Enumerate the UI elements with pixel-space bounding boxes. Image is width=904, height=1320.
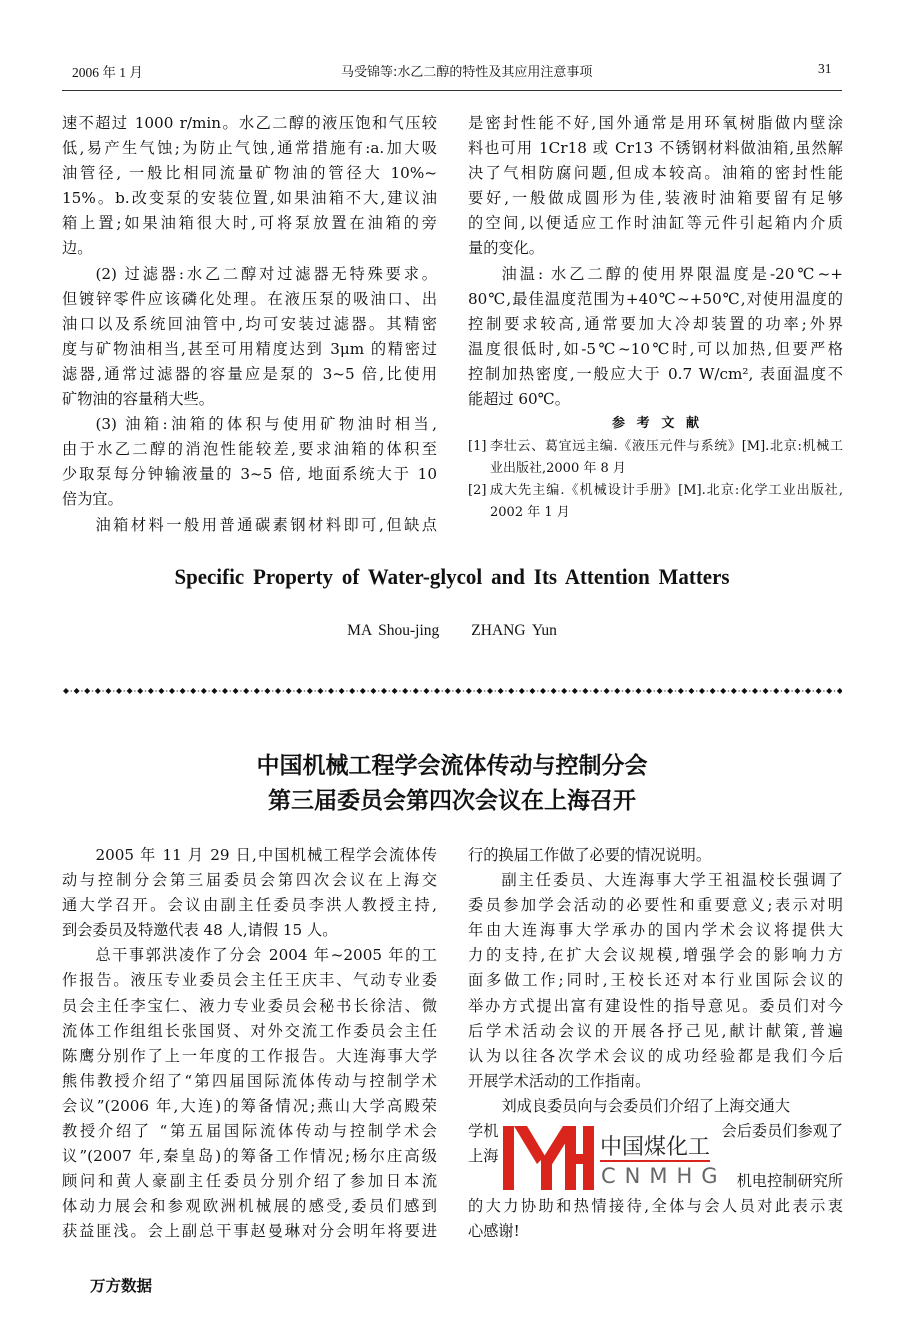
dotted-separator xyxy=(62,686,842,696)
text-line: 要好,一般做成圆形为佳,装液时油箱要留有足够 xyxy=(468,189,843,208)
page-number: 31 xyxy=(818,61,832,76)
separator-dot xyxy=(293,690,295,692)
separator-diamond xyxy=(455,688,461,694)
separator-dot xyxy=(781,690,783,692)
separator-dot xyxy=(484,690,486,692)
separator-diamond xyxy=(275,688,281,694)
separator-diamond xyxy=(243,688,249,694)
author: MA Shou-jing xyxy=(347,622,440,639)
separator-diamond xyxy=(731,688,737,694)
text-line: 少取泵每分钟输液量的 3~5 倍, 地面系统大于 10 xyxy=(62,465,437,484)
separator-diamond xyxy=(773,688,779,694)
separator-diamond xyxy=(688,688,694,694)
separator-dot xyxy=(452,690,454,692)
separator-diamond xyxy=(84,688,90,694)
text-line: 顾问和黄人豪副主任委员分别介绍了参加日本流 xyxy=(62,1172,437,1191)
watermark-logo xyxy=(503,1126,727,1194)
separator-dot xyxy=(420,690,422,692)
separator-diamond xyxy=(741,688,747,694)
separator-diamond xyxy=(360,688,366,694)
text-line: 陈鹰分别作了上一年度的工作报告。大连海事大学 xyxy=(62,1046,437,1065)
text-line: 温度很低时,如-5℃~10℃时,可以加热,但要严格 xyxy=(468,339,843,358)
separator-dot xyxy=(516,690,518,692)
text-line: 议”(2007 年,秦皇岛)的筹备工作情况;杨尔庄高级 xyxy=(62,1147,437,1166)
separator-diamond xyxy=(190,688,196,694)
separator-diamond xyxy=(339,688,345,694)
separator-dot xyxy=(325,690,327,692)
separator-diamond xyxy=(678,688,684,694)
text-line: 边。 xyxy=(62,239,93,258)
separator-diamond xyxy=(837,688,842,694)
separator-dot xyxy=(145,690,147,692)
separator-dot xyxy=(155,690,157,692)
separator-dot xyxy=(813,690,815,692)
separator-diamond xyxy=(127,688,133,694)
separator-dot xyxy=(505,690,507,692)
text-line: 控制要求较高,通常要加大冷却装置的功率;外界 xyxy=(468,314,843,333)
separator-diamond xyxy=(593,688,599,694)
separator-dot xyxy=(367,690,369,692)
text-line: 作报告。液压专业委员会主任王庆丰、气动专业委 xyxy=(62,971,437,990)
separator-dot xyxy=(632,690,634,692)
references-list xyxy=(468,436,843,524)
separator-dot xyxy=(431,690,433,692)
text-line: 力的支持,在扩大会议规模,增强学会的影响力方 xyxy=(468,946,843,965)
text-line: 后学术活动会议的开展各抒己见,献计献策,普遍 xyxy=(468,1021,843,1040)
separator-diamond xyxy=(720,688,726,694)
text-line: 80℃,最佳温度范围为+40℃~+50℃,对使用温度的 xyxy=(468,289,843,308)
text-line: 是密封性能不好,国外通常是用环氧树脂做内壁涂 xyxy=(468,114,843,132)
separator-dot xyxy=(166,690,168,692)
separator-dot xyxy=(707,690,709,692)
reference-item xyxy=(468,480,843,524)
separator-diamond xyxy=(466,688,472,694)
text-line: 熊伟教授介绍了“第四届国际流体传动与控制学术 xyxy=(62,1071,437,1090)
separator-diamond xyxy=(180,688,186,694)
separator-diamond xyxy=(508,688,514,694)
separator-dot xyxy=(548,690,550,692)
article2-title-line-1: 中国机械工程学会流体传动与控制分会 xyxy=(256,753,648,779)
separator-diamond xyxy=(699,688,705,694)
text-line: 年由大连海事大学承办的国内学术会议将提供大 xyxy=(468,921,843,940)
text-fragment: 机电控制研究所 xyxy=(736,1172,843,1191)
separator-dot xyxy=(463,690,465,692)
text-fragment: 会后委员们参观了 xyxy=(721,1122,843,1141)
reference-line: 业出版社,2000 年 8 月 xyxy=(490,461,626,477)
separator-dot xyxy=(770,690,772,692)
separator-diamond xyxy=(519,688,525,694)
text-line: 心感谢! xyxy=(468,1222,520,1241)
separator-dot xyxy=(399,690,401,692)
separator-dot xyxy=(675,690,677,692)
text-line: (2) 过滤器:水乙二醇对过滤器无特殊要求。 xyxy=(95,264,437,283)
separator-diamond xyxy=(264,688,270,694)
separator-dot xyxy=(558,690,560,692)
text-line: 料也可用 1Cr18 或 Cr13 不锈钢材料做油箱,虽然解 xyxy=(468,139,843,158)
separator-dot xyxy=(230,690,232,692)
separator-dot xyxy=(187,690,189,692)
separator-diamond xyxy=(254,688,260,694)
text-line: 低,易产生气蚀;为防止气蚀,通常措施有:a.加大吸 xyxy=(62,139,437,158)
separator-diamond xyxy=(148,688,154,694)
separator-diamond xyxy=(169,688,175,694)
separator-dot xyxy=(378,690,380,692)
separator-diamond xyxy=(317,688,323,694)
separator-dot xyxy=(304,690,306,692)
separator-diamond xyxy=(794,688,800,694)
separator-diamond xyxy=(116,688,122,694)
article2-left-column xyxy=(62,843,437,1245)
article1-left-column xyxy=(62,111,437,538)
text-line: 流体工作组组长张国贤、对外交流工作委员会主任 xyxy=(62,1021,437,1040)
references-heading: 参考文献 xyxy=(611,416,711,432)
text-line: 体动力展会和参观欧洲机械展的感受,委员们感到 xyxy=(62,1197,437,1216)
separator-diamond xyxy=(445,688,451,694)
separator-dot xyxy=(134,690,136,692)
watermark-en-text: CNMHG xyxy=(601,1164,727,1188)
separator-dot xyxy=(664,690,666,692)
text-line: 动与控制分会第三届委员会第四次会议在上海交 xyxy=(62,871,437,890)
separator-dot xyxy=(261,690,263,692)
text-line: 员会主任李宝仁、液力专业委员会秘书长徐洁、微 xyxy=(62,996,437,1015)
separator-dot xyxy=(823,690,825,692)
text-line: 油口以及系统回油管中,均可安装过滤器。其精密 xyxy=(62,314,437,333)
separator-diamond xyxy=(423,688,429,694)
separator-dot xyxy=(124,690,126,692)
separator-diamond xyxy=(201,688,207,694)
separator-dot xyxy=(283,690,285,692)
separator-diamond xyxy=(561,688,567,694)
separator-dot xyxy=(71,690,73,692)
separator-diamond xyxy=(233,688,239,694)
separator-diamond xyxy=(551,688,557,694)
text-line: 量的变化。 xyxy=(468,239,544,258)
separator-diamond xyxy=(582,688,588,694)
separator-diamond xyxy=(211,688,217,694)
separator-dot xyxy=(834,690,836,692)
separator-dot xyxy=(272,690,274,692)
separator-diamond xyxy=(646,688,652,694)
separator-dot xyxy=(611,690,613,692)
separator-dot xyxy=(198,690,200,692)
separator-dot xyxy=(749,690,751,692)
text-line: 行的换届工作做了必要的情况说明。 xyxy=(468,846,711,864)
text-line: 获益匪浅。会上副总干事赵曼琳对分会明年将要进 xyxy=(62,1222,437,1241)
text-line: 度与矿物油相当,甚至可用精度达到 3μm 的精密过 xyxy=(62,339,437,358)
separator-dot xyxy=(92,690,94,692)
separator-dot xyxy=(760,690,762,692)
text-line: 由于水乙二醇的消泡性能较差,要求油箱的体积至 xyxy=(62,440,437,459)
separator-diamond xyxy=(349,688,355,694)
separator-diamond xyxy=(381,688,387,694)
separator-dot xyxy=(177,690,179,692)
text-line: 矿物油的容量稍大些。 xyxy=(62,390,214,409)
reference-line: 成大先主编.《机械设计手册》[M].北京:化学工业出版社, xyxy=(490,483,843,499)
separator-diamond xyxy=(667,688,673,694)
separator-dot xyxy=(495,690,497,692)
separator-dot xyxy=(590,690,592,692)
text-line: 通大学召开。会议由副主任委员李洪人教授主持, xyxy=(62,896,437,915)
separator-diamond xyxy=(752,688,758,694)
separator-dot xyxy=(81,690,83,692)
separator-diamond xyxy=(296,688,302,694)
separator-dot xyxy=(728,690,730,692)
text-fragment: 学机 xyxy=(468,1122,499,1141)
article2-title-line-2: 第三届委员会第四次会议在上海召开 xyxy=(268,788,636,814)
separator-dot xyxy=(643,690,645,692)
text-line: 的大力协助和热情接待,全体与会人员对此表示衷 xyxy=(468,1197,843,1216)
header-date: 2006 年 1 月 xyxy=(72,65,143,80)
separator-dot xyxy=(251,690,253,692)
reference-number: [2] xyxy=(468,483,487,499)
separator-dot xyxy=(526,690,528,692)
separator-diamond xyxy=(286,688,292,694)
separator-diamond xyxy=(222,688,228,694)
separator-dot xyxy=(654,690,656,692)
separator-dot xyxy=(579,690,581,692)
text-line: 面多做工作;同时,王校长还对本行业国际会议的 xyxy=(468,971,843,990)
separator-diamond xyxy=(763,688,769,694)
separator-diamond xyxy=(805,688,811,694)
text-line: 油箱材料一般用普通碳素钢材料即可,但缺点 xyxy=(95,515,437,534)
separator-diamond xyxy=(614,688,620,694)
separator-diamond xyxy=(635,688,641,694)
separator-diamond xyxy=(434,688,440,694)
separator-dot xyxy=(240,690,242,692)
separator-dot xyxy=(473,690,475,692)
text-line: 油温: 水乙二醇的使用界限温度是-20℃~+ xyxy=(501,264,843,283)
text-line: 的空间,以便适应工作时油缸等元件引起箱内介质 xyxy=(468,214,843,233)
text-line: 倍为宜。 xyxy=(62,490,123,509)
reference-item xyxy=(468,436,843,480)
text-fragment: 上海 xyxy=(468,1147,499,1166)
reference-line: 2002 年 1 月 xyxy=(490,505,570,521)
text-line: 但镀锌零件应该磷化处理。在液压泵的吸油口、出 xyxy=(62,289,437,308)
running-title: 马受锦等:水乙二醇的特性及其应用注意事项 xyxy=(341,65,593,80)
separator-dot xyxy=(219,690,221,692)
text-line: (3) 油箱:油箱的体积与使用矿物油时相当, xyxy=(95,415,437,434)
separator-dot xyxy=(336,690,338,692)
text-line: 箱上置;如果油箱很大时,可将泵放置在油箱的旁 xyxy=(62,214,437,233)
article1-right-column xyxy=(468,111,843,524)
separator-diamond xyxy=(413,688,419,694)
separator-diamond xyxy=(402,688,408,694)
english-title: Specific Property of Water-glycol and Its Attention Matters xyxy=(174,564,730,589)
separator-dot xyxy=(569,690,571,692)
text-line: 滤器,通常过滤器的容量应是泵的 3~5 倍,比使用 xyxy=(62,364,437,383)
separator-diamond xyxy=(710,688,716,694)
text-line: 2005 年 11 月 29 日,中国机械工程学会流体传 xyxy=(95,846,437,864)
separator-dot xyxy=(113,690,115,692)
author: ZHANG Yun xyxy=(471,622,557,639)
text-line: 举办方式提出富有建设性的指导意见。委员们对今 xyxy=(468,996,843,1015)
separator-diamond xyxy=(487,688,493,694)
separator-diamond xyxy=(784,688,790,694)
separator-diamond xyxy=(540,688,546,694)
separator-dot xyxy=(685,690,687,692)
text-line: 委员参加学会活动的必要性和重要意义;表示对明 xyxy=(468,896,843,915)
separator-diamond xyxy=(307,688,313,694)
separator-diamond xyxy=(625,688,631,694)
separator-dot xyxy=(738,690,740,692)
header-rule xyxy=(62,90,842,91)
separator-dot xyxy=(208,690,210,692)
watermark-cn-text: 中国煤化工 xyxy=(600,1135,711,1160)
separator-diamond xyxy=(604,688,610,694)
text-line: 速不超过 1000 r/min。水乙二醇的液压饱和气压较 xyxy=(62,114,437,132)
text-line: 开展学术活动的工作指南。 xyxy=(468,1071,651,1090)
separator-diamond xyxy=(63,688,69,694)
text-line: 控制加热密度,一般应大于 0.7 W/cm², 表面温度不 xyxy=(468,364,843,383)
separator-dot xyxy=(442,690,444,692)
separator-diamond xyxy=(370,688,376,694)
text-line: 总干事郭洪凌作了分会 2004 年~2005 年的工 xyxy=(95,946,437,965)
separator-diamond xyxy=(476,688,482,694)
separator-dot xyxy=(622,690,624,692)
separator-diamond xyxy=(158,688,164,694)
separator-diamond xyxy=(137,688,143,694)
authors xyxy=(0,622,904,640)
separator-dot xyxy=(314,690,316,692)
separator-diamond xyxy=(105,688,111,694)
separator-diamond xyxy=(657,688,663,694)
separator-diamond xyxy=(572,688,578,694)
separator-dot xyxy=(802,690,804,692)
separator-dot xyxy=(601,690,603,692)
separator-diamond xyxy=(74,688,80,694)
text-line: 刘成良委员向与会委员们介绍了上海交通大 xyxy=(501,1096,790,1115)
text-line: 能超过 60℃。 xyxy=(468,390,570,409)
source-mark: 万方数据 xyxy=(90,1277,153,1295)
separator-diamond xyxy=(816,688,822,694)
separator-dot xyxy=(791,690,793,692)
separator-dot xyxy=(389,690,391,692)
text-line: 副主任委员、大连海事大学王祖温校长强调了 xyxy=(501,871,843,890)
reference-number: [1] xyxy=(468,439,487,455)
separator-diamond xyxy=(826,688,832,694)
separator-diamond xyxy=(392,688,398,694)
text-line: 到会委员及特邀代表 48 人,请假 15 人。 xyxy=(62,921,338,940)
separator-diamond xyxy=(498,688,504,694)
separator-diamond xyxy=(328,688,334,694)
text-line: 教授介绍了 “第五届国际流体传动与控制学术会 xyxy=(62,1122,437,1141)
separator-dot xyxy=(102,690,104,692)
separator-dot xyxy=(410,690,412,692)
separator-dot xyxy=(357,690,359,692)
text-line: 15%。b.改变泵的安装位置,如果油箱不大,建议油 xyxy=(62,189,437,208)
text-line: 会议”(2006 年,大连)的筹备情况;燕山大学高殿荣 xyxy=(62,1096,437,1115)
separator-dot xyxy=(717,690,719,692)
separator-dot xyxy=(696,690,698,692)
separator-diamond xyxy=(529,688,535,694)
separator-diamond xyxy=(95,688,101,694)
separator-dot xyxy=(346,690,348,692)
separator-dot xyxy=(537,690,539,692)
text-line: 认为以往各次学术会议的成功经验都是我们今后 xyxy=(468,1046,843,1065)
reference-line: 李壮云、葛宜远主编.《液压元件与系统》[M].北京:机械工 xyxy=(490,439,843,455)
text-line: 决了气相防腐问题,但成本较高。油箱的密封性能 xyxy=(468,164,843,183)
text-line: 油管径, 一般比相同流量矿物油的管径大 10%~ xyxy=(62,164,437,183)
